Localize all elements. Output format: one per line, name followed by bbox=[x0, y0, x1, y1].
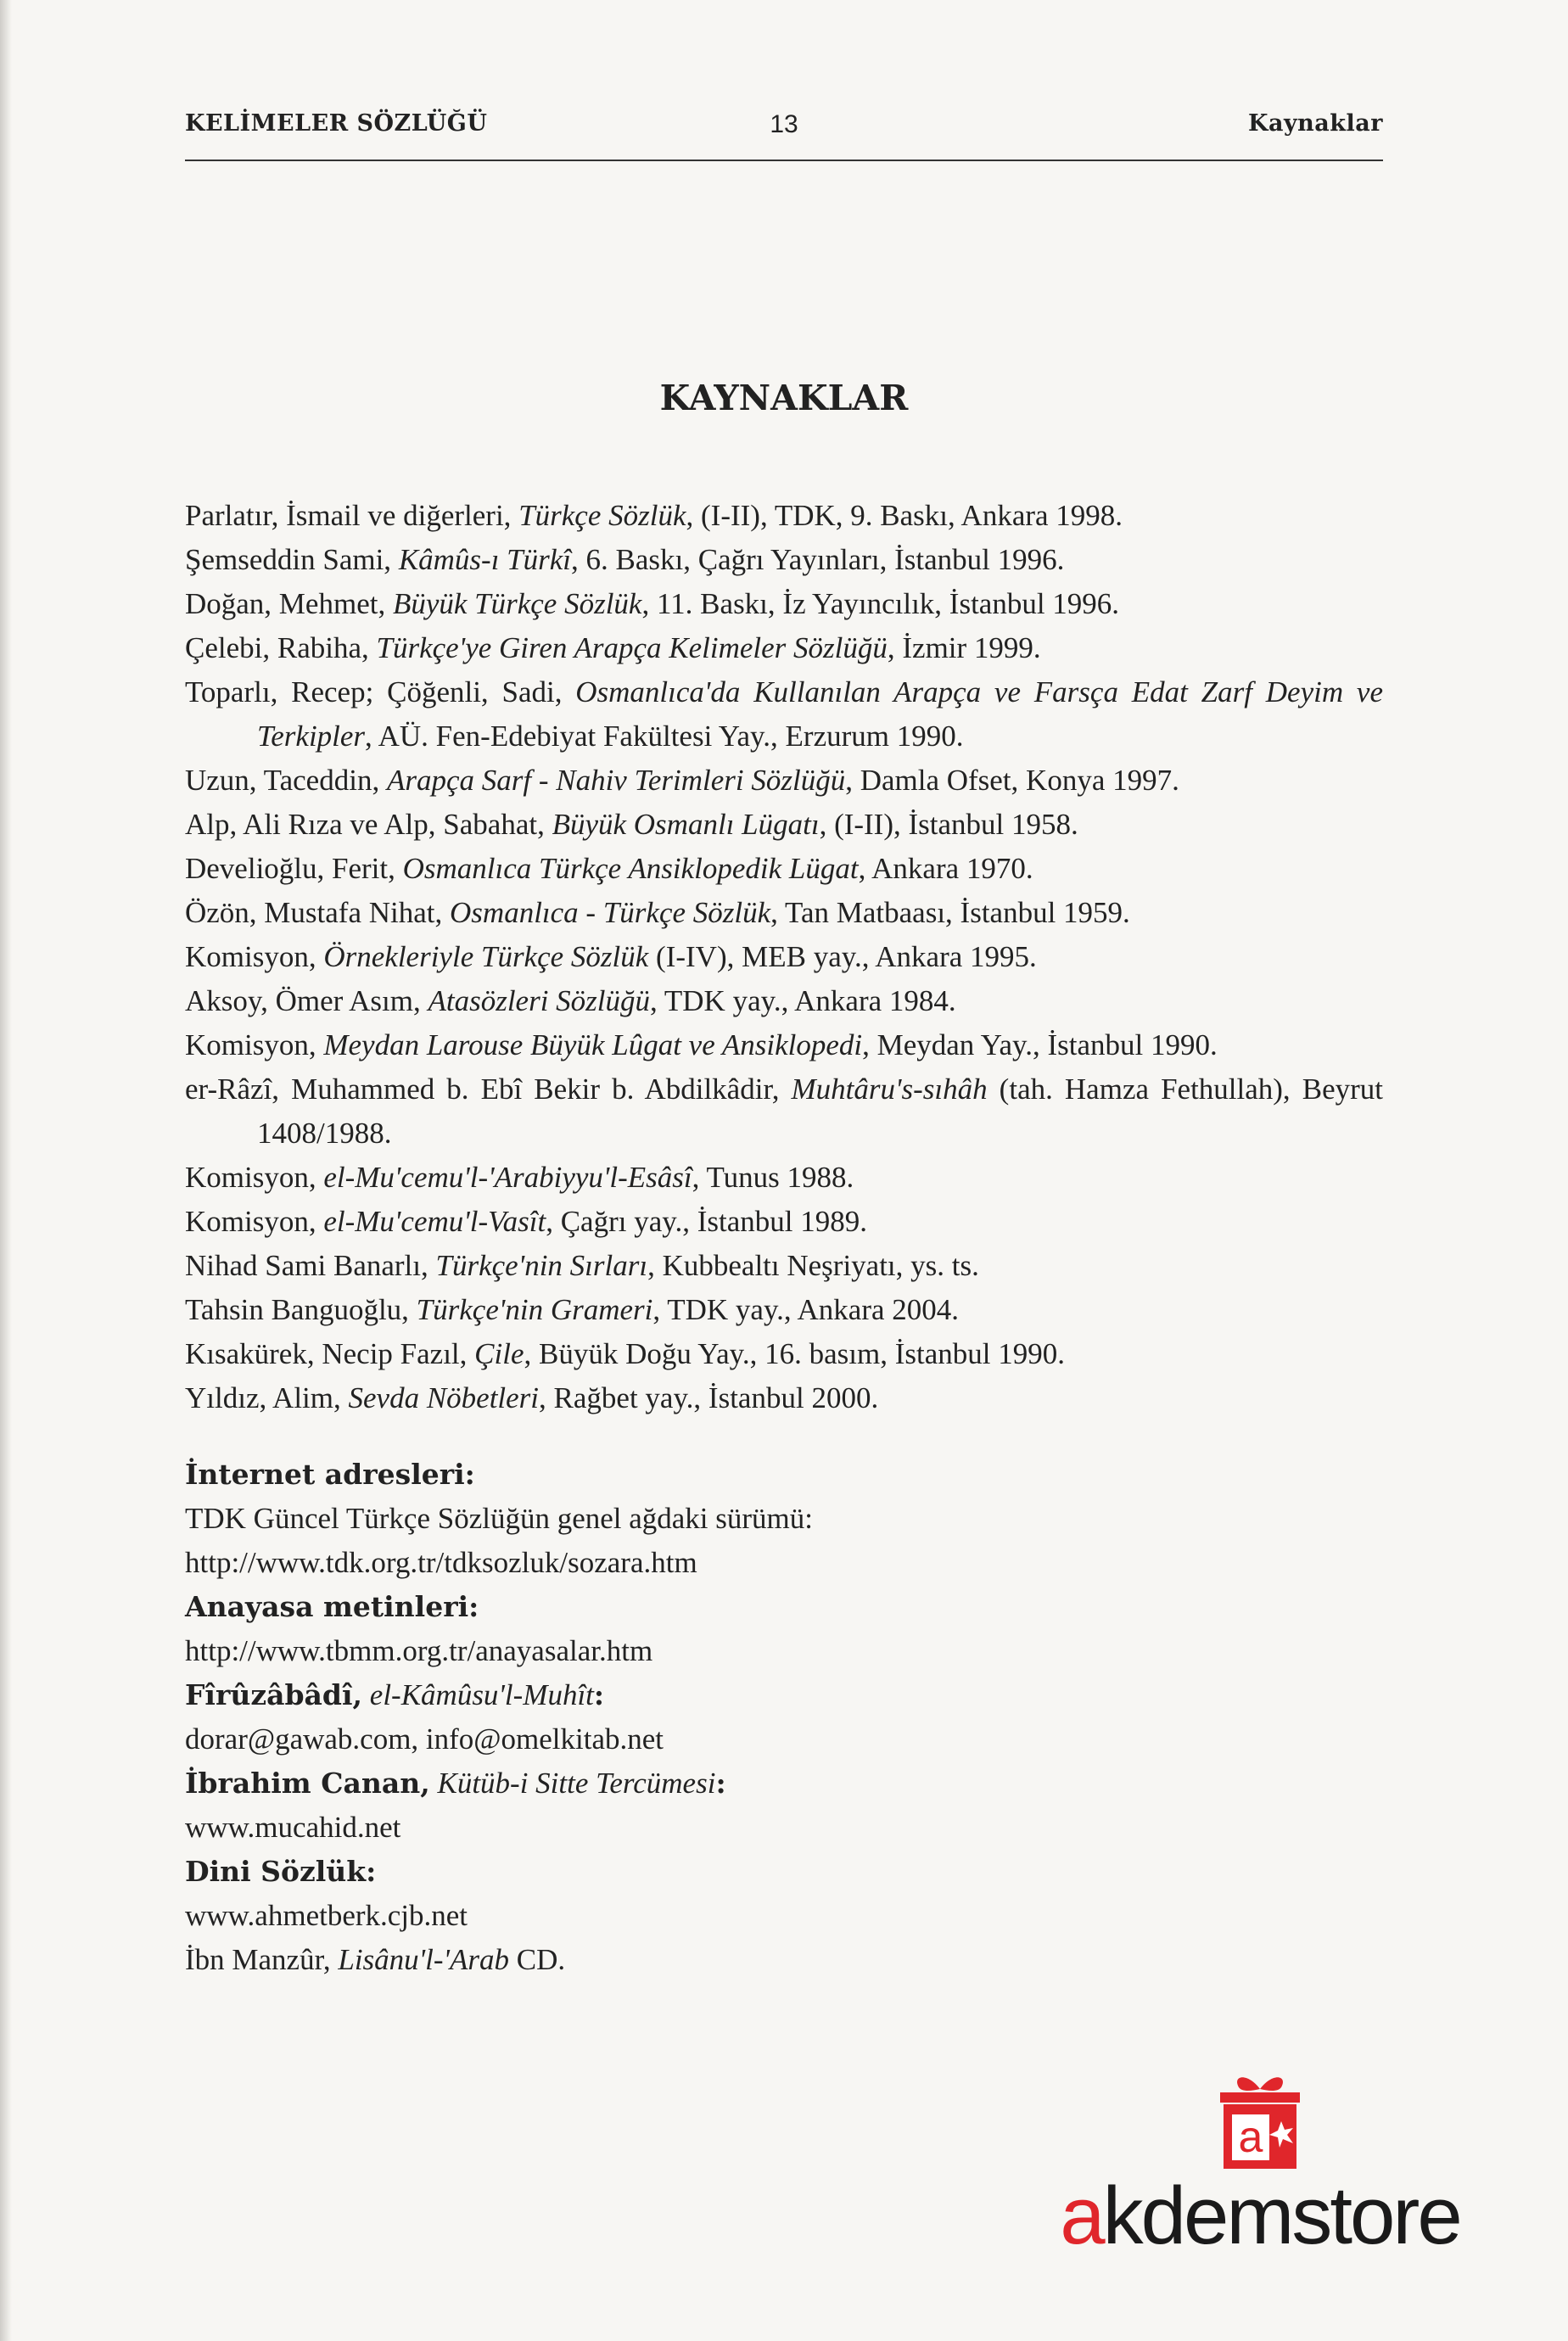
reference-item: Aksoy, Ömer Asım, Atasözleri Sözlüğü, TDK yay., Ankara 1984. bbox=[185, 984, 956, 1017]
reference-item: Toparlı, Recep; Çöğenli, Sadi, Osmanlıca'da Kullanılan Arapça ve Farsça Edat Zarf Deyim ve Terkipler, AÜ. Fen-Edebiyat Fakültesi Yay., Erzurum 1990. bbox=[185, 675, 1383, 753]
canan-entry: İbrahim Canan, Kütüb-i Sitte Tercümesi: bbox=[185, 1767, 726, 1800]
reference-title: Arapça Sarf - Nahiv Terimleri Sözlüğü bbox=[386, 764, 846, 797]
reference-item: Alp, Ali Rıza ve Alp, Sabahat, Büyük Osmanlı Lügatı, (I-II), İstanbul 1958. bbox=[185, 808, 1078, 841]
header-section-title: Kaynaklar bbox=[1248, 110, 1383, 137]
internet-heading: İnternet adresleri: bbox=[185, 1458, 475, 1491]
firuzabadi-entry: Fîrûzâbâdî, el-Kâmûsu'l-Muhît: bbox=[185, 1678, 605, 1711]
logo-icon-letter: a bbox=[1238, 2113, 1263, 2162]
dini-heading: Dini Sözlük: bbox=[185, 1855, 377, 1888]
reference-title: Atasözleri Sözlüğü bbox=[428, 984, 651, 1017]
reference-item: Komisyon, el-Mu'cemu'l-Vasît, Çağrı yay., İstanbul 1989. bbox=[185, 1205, 867, 1238]
reference-title: Türkçe'nin Sırları bbox=[435, 1249, 648, 1282]
page-edge-shadow bbox=[0, 0, 12, 2341]
reference-title: Çile bbox=[474, 1337, 524, 1370]
reference-title: Meydan Larouse Büyük Lûgat ve Ansiklopedi bbox=[323, 1028, 863, 1061]
internet-section bbox=[185, 1453, 1383, 1982]
canan-title: Kütüb-i Sitte Tercümesi bbox=[437, 1767, 716, 1800]
reference-item: Uzun, Taceddin, Arapça Sarf - Nahiv Terimleri Sözlüğü, Damla Ofset, Konya 1997. bbox=[185, 764, 1179, 797]
header-rule bbox=[185, 160, 1383, 161]
reference-item: Özön, Mustafa Nihat, Osmanlıca - Türkçe Sözlük, Tan Matbaası, İstanbul 1959. bbox=[185, 896, 1130, 929]
header-book-title: KELİMELER SÖZLÜĞÜ bbox=[185, 110, 488, 137]
reference-title: el-Mu'cemu'l-'Arabiyyu'l-Esâsî bbox=[323, 1161, 692, 1194]
reference-title: Örnekleriyle Türkçe Sözlük bbox=[323, 940, 649, 973]
anayasa-url: http://www.tbmm.org.tr/anayasalar.htm bbox=[185, 1634, 653, 1667]
reference-item: Nihad Sami Banarlı, Türkçe'nin Sırları, Kubbealtı Neşriyatı, ys. ts. bbox=[185, 1249, 979, 1282]
reference-item: Kısakürek, Necip Fazıl, Çile, Büyük Doğu Yay., 16. basım, İstanbul 1990. bbox=[185, 1337, 1065, 1370]
reference-title: Osmanlıca Türkçe Ansiklopedik Lügat bbox=[402, 852, 859, 885]
reference-item: Komisyon, el-Mu'cemu'l-'Arabiyyu'l-Esâsî, Tunus 1988. bbox=[185, 1161, 854, 1194]
reference-title: Türkçe'ye Giren Arapça Kelimeler Sözlüğü bbox=[376, 631, 888, 664]
firuzabadi-contacts: dorar@gawab.com, info@omelkitab.net bbox=[185, 1722, 664, 1756]
reference-item: Develioğlu, Ferit, Osmanlıca Türkçe Ansiklopedik Lügat, Ankara 1970. bbox=[185, 852, 1033, 885]
reference-item: Çelebi, Rabiha, Türkçe'ye Giren Arapça Kelimeler Sözlüğü, İzmir 1999. bbox=[185, 631, 1041, 664]
manzur-entry: İbn Manzûr, Lisânu'l-'Arab CD. bbox=[185, 1943, 566, 1976]
dini-url: www.ahmetberk.cjb.net bbox=[185, 1899, 468, 1932]
akdemstore-logo bbox=[1031, 2070, 1489, 2274]
reference-title: Büyük Türkçe Sözlük bbox=[392, 587, 642, 620]
reference-item: Doğan, Mehmet, Büyük Türkçe Sözlük, 11. Baskı, İz Yayıncılık, İstanbul 1996. bbox=[185, 587, 1120, 620]
reference-item: Komisyon, Örnekleriyle Türkçe Sözlük (I-IV), MEB yay., Ankara 1995. bbox=[185, 940, 1037, 973]
page-title: KAYNAKLAR bbox=[659, 378, 909, 418]
reference-title: Muhtâru's-sıhâh bbox=[791, 1072, 988, 1106]
gift-book-icon bbox=[1213, 2070, 1307, 2172]
reference-list bbox=[185, 494, 1383, 1420]
reference-item: er-Râzî, Muhammed b. Ebî Bekir b. Abdilkâdir, Muhtâru's-sıhâh (tah. Hamza Fethullah), Beyrut 1408/1988. bbox=[185, 1072, 1384, 1150]
firuzabadi-author: Fîrûzâbâdî, bbox=[185, 1678, 363, 1711]
reference-item: Komisyon, Meydan Larouse Büyük Lûgat ve Ansiklopedi, Meydan Yay., İstanbul 1990. bbox=[185, 1028, 1218, 1061]
reference-title: Büyük Osmanlı Lügatı bbox=[552, 808, 820, 841]
tdk-url: http://www.tdk.org.tr/tdksozluk/sozara.htm bbox=[185, 1546, 697, 1579]
manzur-title: Lisânu'l-'Arab bbox=[338, 1943, 510, 1976]
canan-author: İbrahim Canan, bbox=[185, 1767, 430, 1800]
reference-item: Tahsin Banguoğlu, Türkçe'nin Grameri, TDK yay., Ankara 2004. bbox=[185, 1293, 960, 1326]
page-number: 13 bbox=[770, 110, 798, 138]
tdk-description: TDK Güncel Türkçe Sözlüğün genel ağdaki sürümü: bbox=[185, 1502, 814, 1535]
anayasa-heading: Anayasa metinleri: bbox=[185, 1590, 479, 1623]
reference-title: el-Mu'cemu'l-Vasît bbox=[323, 1205, 546, 1238]
firuzabadi-title: el-Kâmûsu'l-Muhît bbox=[369, 1678, 594, 1711]
reference-title: Sevda Nöbetleri bbox=[348, 1381, 540, 1414]
reference-title: Türkçe Sözlük bbox=[518, 499, 686, 532]
reference-item: Parlatır, İsmail ve diğerleri, Türkçe Sözlük, (I-II), TDK, 9. Baskı, Ankara 1998. bbox=[185, 499, 1123, 532]
reference-title: Kâmûs-ı Türkî bbox=[398, 543, 572, 576]
reference-item: Şemseddin Sami, Kâmûs-ı Türkî, 6. Baskı, Çağrı Yayınları, İstanbul 1996. bbox=[185, 543, 1065, 576]
reference-title: Türkçe'nin Grameri bbox=[416, 1293, 653, 1326]
reference-item: Yıldız, Alim, Sevda Nöbetleri, Rağbet yay., İstanbul 2000. bbox=[185, 1381, 879, 1414]
reference-title: Osmanlıca - Türkçe Sözlük bbox=[450, 896, 771, 929]
logo-wordmark: akdemstore bbox=[1060, 2170, 1460, 2261]
reference-title: Osmanlıca'da Kullanılan Arapça ve Farsça Edat Zarf Deyim ve Terkipler bbox=[257, 675, 1383, 753]
running-header bbox=[185, 102, 1383, 153]
canan-url: www.mucahid.net bbox=[185, 1811, 401, 1844]
